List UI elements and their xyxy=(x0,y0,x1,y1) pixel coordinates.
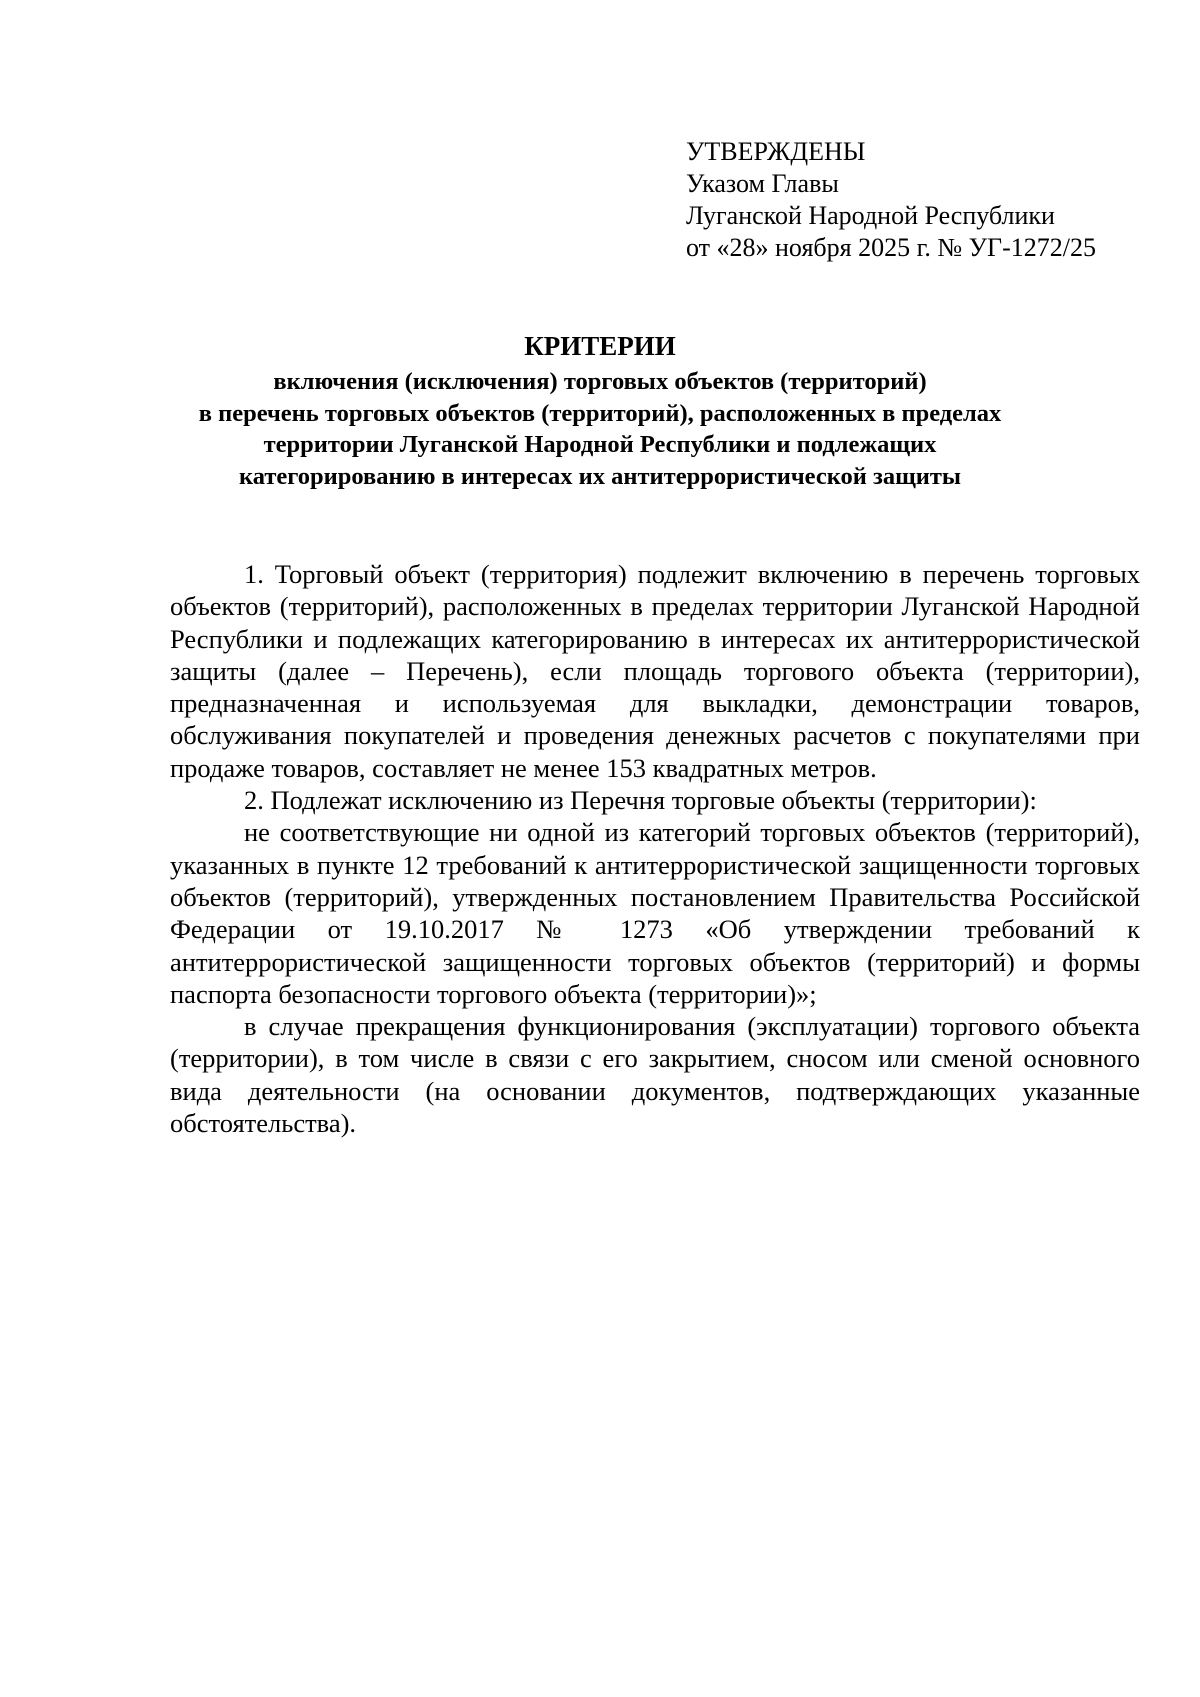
paragraph-2-exclusion-intro: 2. Подлежат исключению из Перечня торговые объекты (территории): xyxy=(244,785,1037,816)
approval-line-date-number: от «28» ноября 2025 г. № УГ-1272/25 xyxy=(686,233,1096,262)
approval-stamp-block xyxy=(686,136,1166,264)
approval-line-approved: УТВЕРЖДЕНЫ xyxy=(686,137,866,166)
approval-line-republic: Луганской Народной Республики xyxy=(686,201,1055,230)
document-subtitle-line-3: территории Луганской Народной Республики и подлежащих xyxy=(263,431,937,458)
document-body xyxy=(170,558,1140,1139)
paragraph-1-inclusion: 1. Торговый объект (территория) подлежит включению в перечень торговых объектов (территорий), расположенных в пределах территории Луганской Народной Республики и подлежащих категорированию в интересах их антитеррористической защиты (далее – Перечень), если площадь торгового объекта (территории), предназначенная и используемая для выкладки, демонстрации товаров, обслуживания покупателей и проведения денежных расчетов с покупателями при продаже товаров, составляет не менее 153 квадратных метров. xyxy=(170,559,1140,783)
paragraph-2-exclusion-category: не соответствующие ни одной из категорий торговых объектов (территорий), указанных в пункте 12 требований к антитеррористической защищенности торговых объектов (территорий), утвержденных постановлением Правительства Российской Федерации от 19.10.2017 № 1273 «Об утверждении требований к антитеррористической защищенности торговых объектов (территорий) и формы паспорта безопасности торгового объекта (территории)»; xyxy=(170,817,1140,1009)
document-subtitle-line-2: в перечень торговых объектов (территорий), расположенных в пределах xyxy=(198,399,1002,427)
document-title-block xyxy=(150,330,1050,492)
document-title: КРИТЕРИИ xyxy=(524,331,676,361)
approval-line-decree: Указом Главы xyxy=(686,169,839,198)
document-subtitle-line-4: категорированию в интересах их антитеррористической защиты xyxy=(238,462,962,490)
paragraph-2-exclusion-termination: в случае прекращения функционирования (эксплуатации) торгового объекта (территории), в том числе в связи с его закрытием, сносом или сменой основного вида деятельности (на основании документов, подтверждающих указанные обстоятельства). xyxy=(170,1011,1140,1139)
document-subtitle-line-1: включения (исключения) торговых объектов (территорий) xyxy=(273,368,927,395)
